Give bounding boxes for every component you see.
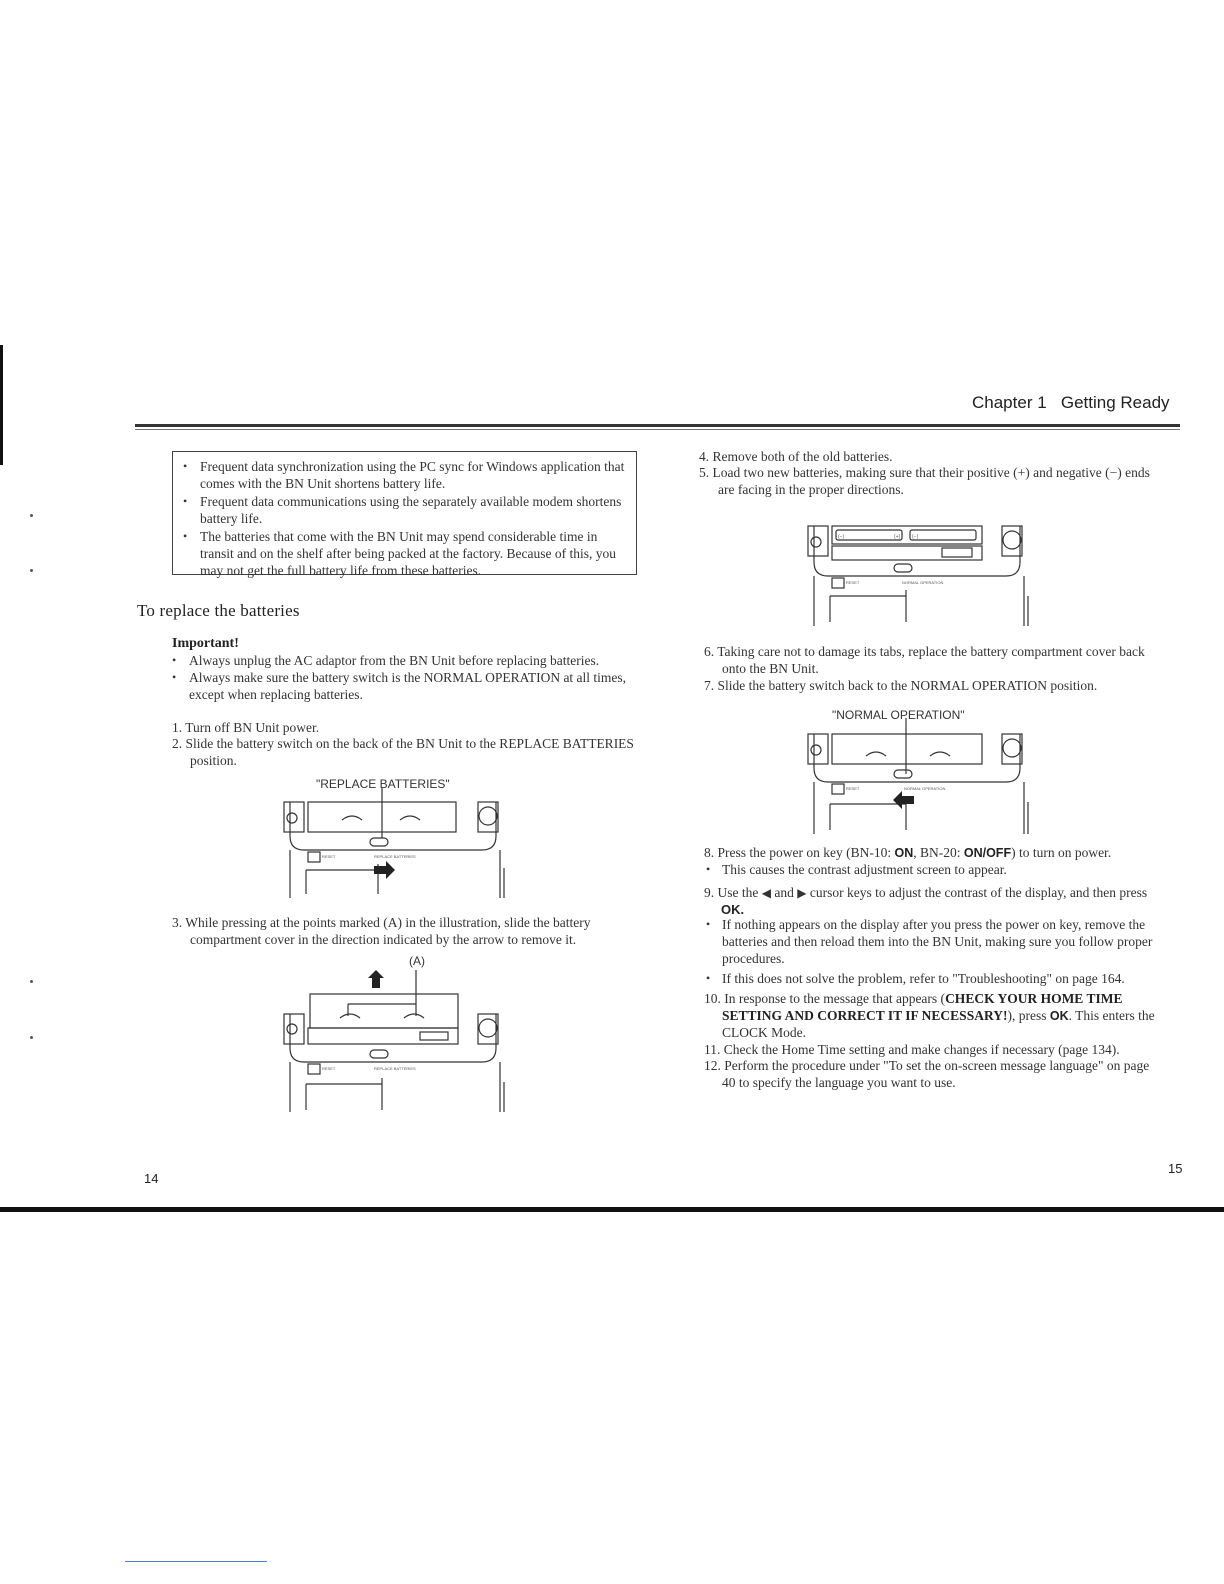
arrow-up-icon <box>368 970 384 988</box>
key-ok-label: OK <box>1049 1009 1069 1023</box>
figure-2-label: (A) <box>409 954 425 968</box>
note-text: Frequent data synchronization using the PC sync for Windows application that comes with the BN Unit shortens battery life. <box>200 459 625 491</box>
svg-text:RESET: RESET <box>846 580 860 585</box>
step-5-line2: are facing in the proper directions. <box>718 482 904 497</box>
scan-edge-bar <box>0 345 3 465</box>
battery-figure-replace <box>282 788 512 900</box>
figure-4-label: "NORMAL OPERATION" <box>832 708 965 722</box>
battery-figure-load <box>806 520 1036 628</box>
step-9-bullet <box>706 970 1186 987</box>
important-text: Always make sure the battery switch is the NORMAL OPERATION at all times, except when replacing batteries. <box>189 670 627 702</box>
step-11: 11. Check the Home Time setting and make changes if necessary (page 134). <box>704 1042 1120 1057</box>
svg-text:NORMAL OPERATION: NORMAL OPERATION <box>904 786 946 791</box>
step-9-bullet-text: If this does not solve the problem, refer to "Troubleshooting" on page 164. <box>722 971 1125 986</box>
header-rule-thin <box>135 429 1180 430</box>
key-onoff-label: ON/OFF <box>963 846 1012 860</box>
arrow-left-icon <box>893 791 914 809</box>
bullet-icon: • <box>706 971 711 985</box>
step-10-line1 <box>704 990 1122 1007</box>
step-8-bullet <box>706 861 1007 878</box>
scan-dot <box>30 980 33 983</box>
page-number-left: 14 <box>144 1171 159 1186</box>
svg-text:REPLACE BATTERIES: REPLACE BATTERIES <box>374 854 416 859</box>
chapter-label: Chapter 1 <box>972 393 1047 412</box>
bullet-icon: • <box>172 653 177 667</box>
important-list <box>172 652 642 703</box>
step-9-bullets <box>706 916 1186 987</box>
important-item <box>172 669 642 703</box>
page-bottom-rule <box>0 1207 1224 1212</box>
left-cursor-icon: ◀ <box>761 886 771 900</box>
step-10-text: 10. In response to the message that appears ( <box>704 991 946 1006</box>
step-12-line1: 12. Perform the procedure under "To set the on-screen message language" on page <box>704 1058 1150 1073</box>
step-2-line1: 2. Slide the battery switch on the back of the BN Unit to the REPLACE BATTERIES <box>172 736 634 751</box>
chapter-title: Getting Ready <box>1060 393 1170 412</box>
step-3-line1: 3. While pressing at the points marked (A) in the illustration, slide the battery <box>172 915 591 930</box>
step-1: 1. Turn off BN Unit power. <box>172 720 320 735</box>
step-3-line2: compartment cover in the direction indicated by the arrow to remove it. <box>190 932 577 947</box>
step-8-text: , BN-20: <box>913 845 964 860</box>
svg-text:(−): (−) <box>912 534 919 540</box>
bullet-icon: • <box>706 917 711 931</box>
bullet-icon: • <box>183 529 188 543</box>
note-list <box>183 458 628 579</box>
step-5-line1: 5. Load two new batteries, making sure that their positive (+) and negative (−) ends <box>699 465 1150 480</box>
note-text: Frequent data communications using the separately available modem shortens battery life. <box>200 494 622 526</box>
section-title: To replace the batteries <box>137 601 300 620</box>
step-10-line2 <box>722 1007 1155 1025</box>
step-9-bullet-text: procedures. <box>722 951 785 966</box>
note-text: The batteries that come with the BN Unit may spend considerable time in transit and on the shelf after being packed at the factory. Because of this, you may not get the full battery life from these batteries. <box>200 529 616 578</box>
bullet-icon: • <box>172 670 177 684</box>
svg-text:(−): (−) <box>838 534 845 540</box>
battery-figure-remove-cover <box>282 966 512 1114</box>
bullet-icon: • <box>183 494 188 508</box>
key-ok-label: OK. <box>721 902 745 917</box>
important-item <box>172 652 642 669</box>
important-label: Important! <box>172 636 239 651</box>
step-10-text: ), press <box>1007 1008 1050 1023</box>
scan-edge-line <box>125 1561 267 1562</box>
battery-figure-normal <box>806 718 1036 836</box>
step-6-line2: onto the BN Unit. <box>722 661 819 676</box>
step-9-bullet-text: batteries and then reload them into the BN Unit, making sure you follow proper <box>722 934 1153 949</box>
svg-text:RESET: RESET <box>322 1066 336 1071</box>
step-10-text: . This enters the <box>1068 1008 1155 1023</box>
step-10-line3: CLOCK Mode. <box>722 1025 806 1040</box>
arrow-right-icon <box>374 861 395 879</box>
svg-text:RESET: RESET <box>846 786 860 791</box>
step-12-line2: 40 to specify the language you want to use. <box>722 1075 956 1090</box>
step-9-bullet <box>706 916 1186 967</box>
step-8-text: 8. Press the power on key (BN-10: <box>704 845 895 860</box>
step-9-text: cursor keys to adjust the contrast of the display, and then press <box>809 885 1148 900</box>
step-9-bullet-text: If nothing appears on the display after you press the power on key, remove the <box>722 917 1146 932</box>
message-text: SETTING AND CORRECT IT IF NECESSARY! <box>722 1008 1008 1023</box>
svg-text:(+): (+) <box>894 534 901 540</box>
step-9 <box>704 884 1147 902</box>
scan-dot <box>30 569 33 572</box>
svg-text:RESET: RESET <box>322 854 336 859</box>
svg-text:REPLACE BATTERIES: REPLACE BATTERIES <box>374 1066 416 1071</box>
header-rule <box>135 424 1180 427</box>
important-text: Always unplug the AC adaptor from the BN Unit before replacing batteries. <box>189 653 600 668</box>
figure-1-label: "REPLACE BATTERIES" <box>316 777 450 791</box>
scan-dot <box>30 1036 33 1039</box>
note-item <box>183 458 628 492</box>
step-8-text: ) to turn on power. <box>1011 845 1112 860</box>
svg-text:NORMAL OPERATION: NORMAL OPERATION <box>902 580 944 585</box>
step-6-line1: 6. Taking care not to damage its tabs, replace the battery compartment cover back <box>704 644 1145 659</box>
note-item <box>183 528 628 579</box>
page-number-right: 15 <box>1168 1161 1183 1176</box>
scan-dot <box>30 514 33 517</box>
step-7: 7. Slide the battery switch back to the NORMAL OPERATION position. <box>704 678 1098 693</box>
step-8 <box>704 844 1111 862</box>
right-cursor-icon: ▶ <box>797 886 807 900</box>
chapter-header <box>972 393 1170 413</box>
note-item <box>183 493 628 527</box>
step-4: 4. Remove both of the old batteries. <box>699 449 893 464</box>
step-9-text: 9. Use the <box>704 885 759 900</box>
message-text: CHECK YOUR HOME TIME <box>945 991 1123 1006</box>
bullet-icon: • <box>706 862 711 876</box>
step-8-bullet-text: This causes the contrast adjustment screen to appear. <box>722 862 1007 877</box>
step-2-line2: position. <box>190 753 237 768</box>
key-on-label: ON <box>894 846 914 860</box>
step-9-text: and <box>774 885 794 900</box>
bullet-icon: • <box>183 459 188 473</box>
